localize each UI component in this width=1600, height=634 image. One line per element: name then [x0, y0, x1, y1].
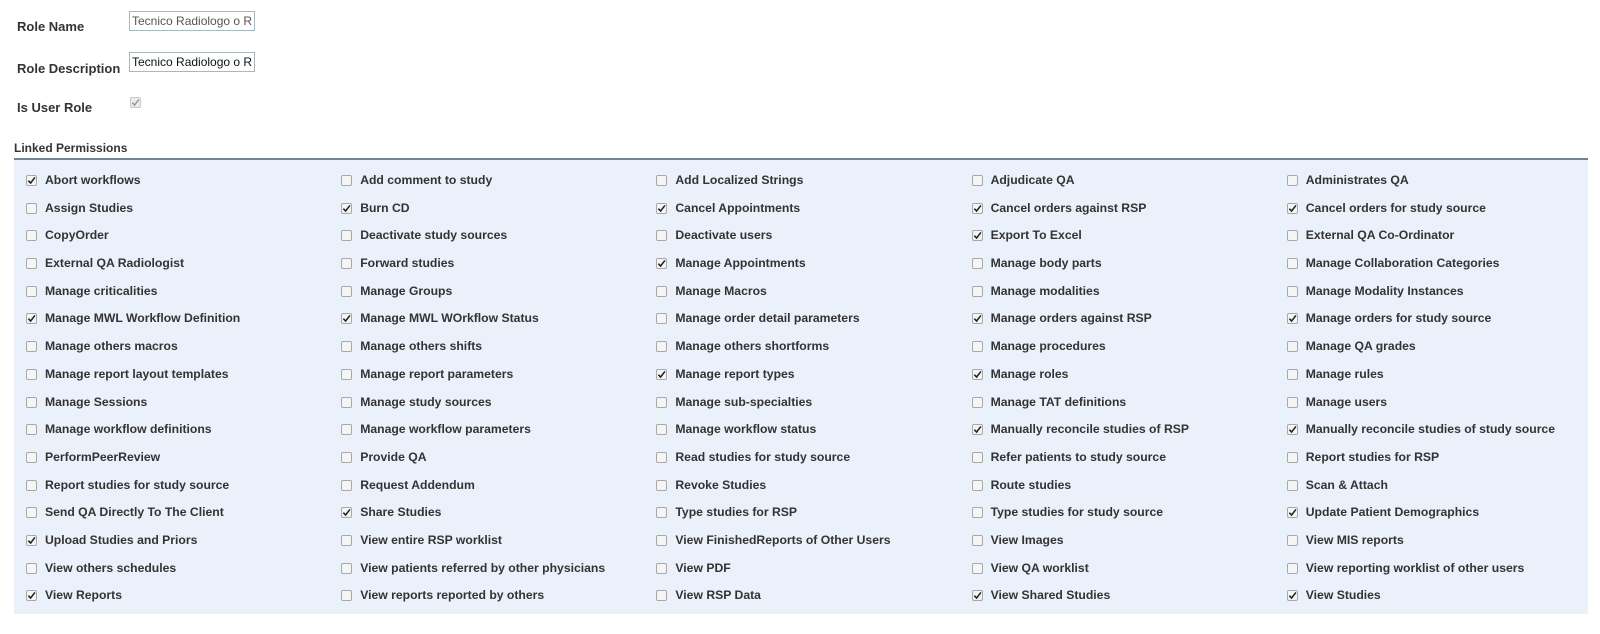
- permission-checkbox[interactable]: [656, 203, 667, 214]
- permission-label: Manage others macros: [45, 339, 178, 354]
- permission-checkbox[interactable]: [972, 175, 983, 186]
- permission-checkbox[interactable]: [1287, 535, 1298, 546]
- permission-checkbox[interactable]: [1287, 563, 1298, 574]
- permission-label: Forward studies: [360, 256, 455, 271]
- permission-label: Manually reconcile studies of study source: [1305, 422, 1555, 437]
- permission-checkbox[interactable]: [972, 590, 983, 601]
- permission-checkbox[interactable]: [26, 341, 37, 352]
- role-description-input[interactable]: [129, 52, 255, 72]
- permission-label: Manage QA grades: [1305, 339, 1416, 354]
- permission-checkbox[interactable]: [1287, 175, 1298, 186]
- permission-label: Update Patient Demographics: [1305, 505, 1480, 520]
- permission-label: Manage orders for study source: [1305, 311, 1492, 326]
- permission-label: Manage procedures: [990, 339, 1106, 354]
- permission-checkbox[interactable]: [656, 286, 667, 297]
- permissions-grid: [14, 168, 1588, 611]
- permission-checkbox[interactable]: [972, 203, 983, 214]
- permission-item[interactable]: [14, 528, 329, 556]
- permission-checkbox[interactable]: [972, 452, 983, 463]
- permission-item[interactable]: [960, 500, 1275, 528]
- permission-label: Manage order detail parameters: [675, 311, 860, 326]
- permission-label: Manage body parts: [990, 256, 1102, 271]
- permission-item[interactable]: [1275, 528, 1590, 556]
- permission-label: External QA Radiologist: [45, 256, 185, 271]
- permission-checkbox[interactable]: [972, 341, 983, 352]
- permission-item[interactable]: [14, 362, 329, 390]
- permission-label: Manage report parameters: [360, 366, 514, 381]
- permission-item[interactable]: [329, 583, 644, 611]
- permission-item[interactable]: [329, 279, 644, 307]
- permission-item[interactable]: [14, 251, 329, 279]
- permission-label: Read studies for study source: [675, 449, 851, 464]
- permission-item[interactable]: [644, 223, 959, 251]
- checkmark-icon: [973, 231, 982, 240]
- checkmark-icon: [1288, 314, 1297, 323]
- permission-item[interactable]: [960, 417, 1275, 445]
- permission-item[interactable]: [1275, 583, 1590, 611]
- permission-label: External QA Co-Ordinator: [1305, 228, 1455, 243]
- permission-checkbox[interactable]: [656, 369, 667, 380]
- permission-label: View reports reported by others: [360, 588, 545, 603]
- permission-item[interactable]: [1275, 500, 1590, 528]
- permission-item[interactable]: [644, 251, 959, 279]
- permission-label: Administrates QA: [1305, 173, 1409, 187]
- permission-label: Manage study sources: [360, 394, 492, 409]
- permission-label: Manage sub-specialties: [675, 394, 813, 409]
- permission-checkbox[interactable]: [341, 563, 352, 574]
- permission-checkbox[interactable]: [656, 313, 667, 324]
- checkmark-icon: [657, 370, 666, 379]
- checkmark-icon: [973, 314, 982, 323]
- permission-checkbox[interactable]: [341, 424, 352, 435]
- permission-label: Revoke Studies: [675, 477, 767, 492]
- permission-checkbox[interactable]: [26, 230, 37, 241]
- permission-label: Manage workflow parameters: [360, 422, 531, 437]
- permission-item[interactable]: [960, 445, 1275, 473]
- permission-item[interactable]: [960, 334, 1275, 362]
- permission-label: View patients referred by other physicians: [360, 560, 606, 575]
- permission-checkbox[interactable]: [656, 230, 667, 241]
- checkmark-icon: [27, 314, 36, 323]
- permission-item[interactable]: [1275, 196, 1590, 224]
- permission-item[interactable]: [14, 500, 329, 528]
- permission-item[interactable]: [329, 473, 644, 501]
- permission-checkbox[interactable]: [972, 563, 983, 574]
- permission-item[interactable]: [14, 445, 329, 473]
- permission-label: Upload Studies and Priors: [45, 532, 198, 547]
- permission-checkbox[interactable]: [972, 313, 983, 324]
- permission-item[interactable]: [644, 417, 959, 445]
- checkmark-icon: [1288, 508, 1297, 517]
- role-description-label: Role Description: [17, 61, 121, 76]
- permission-item[interactable]: [14, 279, 329, 307]
- permission-label: Report studies for study source: [45, 477, 230, 492]
- permission-label: View reporting worklist of other users: [1305, 560, 1525, 575]
- permission-label: Manage Collaboration Categories: [1305, 256, 1500, 271]
- permission-checkbox[interactable]: [26, 590, 37, 601]
- permission-checkbox[interactable]: [972, 424, 983, 435]
- permission-item[interactable]: [329, 362, 644, 390]
- permission-item[interactable]: [644, 362, 959, 390]
- permission-label: Manage MWL Workflow Definition: [45, 311, 241, 326]
- permission-item[interactable]: [960, 279, 1275, 307]
- permission-checkbox[interactable]: [341, 369, 352, 380]
- permission-item[interactable]: [14, 473, 329, 501]
- permission-checkbox[interactable]: [656, 341, 667, 352]
- checkmark-icon: [342, 508, 351, 517]
- permission-item[interactable]: [329, 196, 644, 224]
- permission-item[interactable]: [329, 528, 644, 556]
- permission-label: Manage Appointments: [675, 256, 806, 271]
- permission-item[interactable]: [644, 279, 959, 307]
- permission-label: Manually reconcile studies of RSP: [990, 422, 1190, 437]
- permission-checkbox[interactable]: [26, 175, 37, 186]
- permission-checkbox[interactable]: [341, 397, 352, 408]
- role-name-label: Role Name: [17, 19, 85, 34]
- is-user-role-checkbox[interactable]: [130, 97, 141, 108]
- permission-item[interactable]: [644, 196, 959, 224]
- permission-label: Add Localized Strings: [675, 173, 804, 187]
- checkmark-icon: [1288, 591, 1297, 600]
- permission-label: View Studies: [1305, 588, 1381, 603]
- permission-checkbox[interactable]: [1287, 258, 1298, 269]
- permission-checkbox[interactable]: [341, 590, 352, 601]
- permission-checkbox[interactable]: [26, 507, 37, 518]
- permission-item[interactable]: [14, 334, 329, 362]
- permission-item[interactable]: [1275, 279, 1590, 307]
- permission-item[interactable]: [644, 528, 959, 556]
- permission-item[interactable]: [1275, 362, 1590, 390]
- permission-checkbox[interactable]: [341, 258, 352, 269]
- permission-checkbox[interactable]: [656, 175, 667, 186]
- permission-checkbox[interactable]: [1287, 286, 1298, 297]
- permission-item[interactable]: [1275, 334, 1590, 362]
- permission-label: Manage Groups: [360, 283, 453, 298]
- permission-item[interactable]: [644, 445, 959, 473]
- permission-checkbox[interactable]: [656, 535, 667, 546]
- permission-item[interactable]: [960, 223, 1275, 251]
- permission-item[interactable]: [329, 500, 644, 528]
- checkmark-icon: [657, 204, 666, 213]
- permission-item[interactable]: [329, 445, 644, 473]
- is-user-role-label: Is User Role: [17, 100, 93, 115]
- permission-label: Manage orders against RSP: [990, 311, 1152, 326]
- permission-checkbox[interactable]: [341, 175, 352, 186]
- permission-label: Route studies: [990, 477, 1072, 492]
- permission-item[interactable]: [1275, 417, 1590, 445]
- permission-label: Deactivate study sources: [360, 228, 508, 243]
- checkmark-icon: [657, 259, 666, 268]
- permission-label: Abort workflows: [45, 173, 141, 187]
- permission-label: Manage MWL WOrkflow Status: [360, 311, 539, 326]
- permission-item[interactable]: [14, 168, 329, 196]
- permission-label: Report studies for RSP: [1305, 449, 1440, 464]
- permission-item[interactable]: [329, 334, 644, 362]
- permission-checkbox[interactable]: [341, 286, 352, 297]
- permission-item[interactable]: [1275, 223, 1590, 251]
- checkmark-icon: [27, 591, 36, 600]
- permission-checkbox[interactable]: [26, 535, 37, 546]
- permission-label: Manage users: [1305, 394, 1388, 409]
- permission-checkbox[interactable]: [341, 507, 352, 518]
- permission-checkbox[interactable]: [656, 452, 667, 463]
- permission-checkbox[interactable]: [656, 563, 667, 574]
- permission-checkbox[interactable]: [972, 507, 983, 518]
- permission-checkbox[interactable]: [972, 230, 983, 241]
- permission-item[interactable]: [644, 306, 959, 334]
- permission-item[interactable]: [960, 196, 1275, 224]
- permission-label: PerformPeerReview: [45, 449, 161, 464]
- permission-item[interactable]: [1275, 445, 1590, 473]
- permission-item[interactable]: [14, 417, 329, 445]
- permission-label: Type studies for study source: [990, 505, 1164, 520]
- permission-checkbox[interactable]: [1287, 230, 1298, 241]
- permission-item[interactable]: [329, 306, 644, 334]
- permission-checkbox[interactable]: [1287, 452, 1298, 463]
- permission-item[interactable]: [14, 196, 329, 224]
- checkmark-icon: [342, 204, 351, 213]
- permission-checkbox[interactable]: [1287, 590, 1298, 601]
- permission-item[interactable]: [14, 556, 329, 584]
- permission-item[interactable]: [644, 473, 959, 501]
- permission-item[interactable]: [960, 306, 1275, 334]
- permission-label: Send QA Directly To The Client: [45, 505, 224, 520]
- permission-item[interactable]: [644, 556, 959, 584]
- permission-item[interactable]: [644, 390, 959, 418]
- permission-checkbox[interactable]: [1287, 397, 1298, 408]
- permission-checkbox[interactable]: [972, 480, 983, 491]
- linked-permissions-title: Linked Permissions: [14, 141, 128, 155]
- permission-item[interactable]: [329, 390, 644, 418]
- checkmark-icon: [1288, 204, 1297, 213]
- permission-item[interactable]: [1275, 390, 1590, 418]
- permission-item[interactable]: [960, 251, 1275, 279]
- checkmark-icon: [342, 314, 351, 323]
- permission-label: View RSP Data: [675, 588, 761, 603]
- permission-label: Type studies for RSP: [675, 505, 798, 520]
- permission-label: Manage report types: [675, 366, 795, 381]
- permission-item[interactable]: [960, 528, 1275, 556]
- permission-label: View Reports: [45, 588, 122, 603]
- permission-label: View entire RSP worklist: [360, 532, 502, 547]
- permission-checkbox[interactable]: [1287, 424, 1298, 435]
- permission-item[interactable]: [329, 168, 644, 196]
- checkmark-icon: [973, 591, 982, 600]
- permission-item[interactable]: [329, 251, 644, 279]
- permission-checkbox[interactable]: [656, 507, 667, 518]
- permission-checkbox[interactable]: [972, 369, 983, 380]
- permission-item[interactable]: [329, 556, 644, 584]
- permission-item[interactable]: [960, 390, 1275, 418]
- checkmark-icon: [27, 536, 36, 545]
- permission-label: Manage Macros: [675, 283, 767, 298]
- permission-checkbox[interactable]: [341, 341, 352, 352]
- permission-checkbox[interactable]: [26, 286, 37, 297]
- permission-checkbox[interactable]: [26, 563, 37, 574]
- permission-label: View Images: [990, 532, 1064, 547]
- permission-label: Cancel orders against RSP: [990, 200, 1147, 215]
- checkmark-icon: [27, 176, 36, 185]
- permission-item[interactable]: [960, 168, 1275, 196]
- permission-checkbox[interactable]: [341, 480, 352, 491]
- permission-label: Export To Excel: [990, 228, 1082, 243]
- permission-checkbox[interactable]: [656, 397, 667, 408]
- permission-item[interactable]: [644, 583, 959, 611]
- permission-label: View Shared Studies: [990, 588, 1111, 603]
- permission-checkbox[interactable]: [341, 230, 352, 241]
- permission-checkbox[interactable]: [341, 313, 352, 324]
- permission-checkbox[interactable]: [972, 258, 983, 269]
- permission-item[interactable]: [1275, 473, 1590, 501]
- checkmark-icon: [1288, 425, 1297, 434]
- permission-label: Manage workflow status: [675, 422, 817, 437]
- permission-checkbox[interactable]: [26, 424, 37, 435]
- permission-label: Manage Modality Instances: [1305, 283, 1464, 298]
- permission-checkbox[interactable]: [26, 369, 37, 380]
- permission-label: Manage report layout templates: [45, 366, 229, 381]
- checkmark-icon: [973, 425, 982, 434]
- permission-label: Manage roles: [990, 366, 1069, 381]
- permission-label: Add comment to study: [360, 173, 493, 187]
- permission-item[interactable]: [1275, 251, 1590, 279]
- permission-checkbox[interactable]: [972, 397, 983, 408]
- permission-item[interactable]: [329, 223, 644, 251]
- permission-item[interactable]: [960, 556, 1275, 584]
- permission-checkbox[interactable]: [656, 480, 667, 491]
- permission-label: View PDF: [675, 560, 731, 575]
- permission-checkbox[interactable]: [26, 313, 37, 324]
- permission-item[interactable]: [14, 583, 329, 611]
- permission-checkbox[interactable]: [1287, 369, 1298, 380]
- permission-item[interactable]: [1275, 556, 1590, 584]
- permission-checkbox[interactable]: [26, 397, 37, 408]
- role-name-input[interactable]: [129, 11, 255, 31]
- permission-label: Manage rules: [1305, 366, 1384, 381]
- checkmark-icon: [973, 370, 982, 379]
- permission-label: Scan & Attach: [1305, 477, 1388, 492]
- permission-item[interactable]: [644, 334, 959, 362]
- permission-label: Assign Studies: [45, 200, 134, 215]
- permission-label: Provide QA: [360, 449, 427, 464]
- permission-label: Adjudicate QA: [990, 173, 1075, 187]
- permission-checkbox[interactable]: [972, 286, 983, 297]
- permission-checkbox[interactable]: [341, 535, 352, 546]
- permission-item[interactable]: [960, 362, 1275, 390]
- permission-checkbox[interactable]: [1287, 507, 1298, 518]
- permission-checkbox[interactable]: [26, 203, 37, 214]
- permission-checkbox[interactable]: [1287, 341, 1298, 352]
- permission-label: Manage others shortforms: [675, 339, 830, 354]
- permission-label: Deactivate users: [675, 228, 773, 243]
- permission-checkbox[interactable]: [656, 424, 667, 435]
- permission-item[interactable]: [14, 223, 329, 251]
- permission-label: Request Addendum: [360, 477, 475, 492]
- permission-checkbox[interactable]: [1287, 203, 1298, 214]
- permission-label: Share Studies: [360, 505, 442, 520]
- permission-checkbox[interactable]: [972, 535, 983, 546]
- permission-item[interactable]: [960, 473, 1275, 501]
- permission-label: Cancel orders for study source: [1305, 200, 1486, 215]
- permission-label: Cancel Appointments: [675, 200, 801, 215]
- permission-checkbox[interactable]: [26, 480, 37, 491]
- permission-checkbox[interactable]: [656, 258, 667, 269]
- permission-label: Manage others shifts: [360, 339, 483, 354]
- permission-item[interactable]: [14, 390, 329, 418]
- permission-checkbox[interactable]: [341, 452, 352, 463]
- permission-label: View MIS reports: [1305, 532, 1404, 547]
- permission-label: Refer patients to study source: [990, 449, 1166, 464]
- permission-checkbox[interactable]: [1287, 313, 1298, 324]
- checkmark-icon: [131, 98, 140, 107]
- permission-item[interactable]: [644, 500, 959, 528]
- permission-label: Burn CD: [360, 200, 410, 215]
- permission-item[interactable]: [1275, 168, 1590, 196]
- permission-label: Manage criticalities: [45, 283, 158, 298]
- permission-label: Manage Sessions: [45, 394, 148, 409]
- permission-item[interactable]: [960, 583, 1275, 611]
- permission-label: Manage workflow definitions: [45, 422, 212, 437]
- permission-label: Manage TAT definitions: [990, 394, 1127, 409]
- permission-label: View others schedules: [45, 560, 177, 575]
- permission-checkbox[interactable]: [341, 203, 352, 214]
- permission-item[interactable]: [329, 417, 644, 445]
- permission-label: View FinishedReports of Other Users: [675, 532, 891, 547]
- permission-checkbox[interactable]: [26, 258, 37, 269]
- permission-item[interactable]: [644, 168, 959, 196]
- permission-checkbox[interactable]: [1287, 480, 1298, 491]
- permission-item[interactable]: [1275, 306, 1590, 334]
- permission-item[interactable]: [14, 306, 329, 334]
- permission-label: Manage modalities: [990, 283, 1100, 298]
- permission-checkbox[interactable]: [26, 452, 37, 463]
- permission-label: CopyOrder: [45, 228, 109, 243]
- permission-checkbox[interactable]: [656, 590, 667, 601]
- checkmark-icon: [973, 204, 982, 213]
- permission-label: View QA worklist: [990, 560, 1089, 575]
